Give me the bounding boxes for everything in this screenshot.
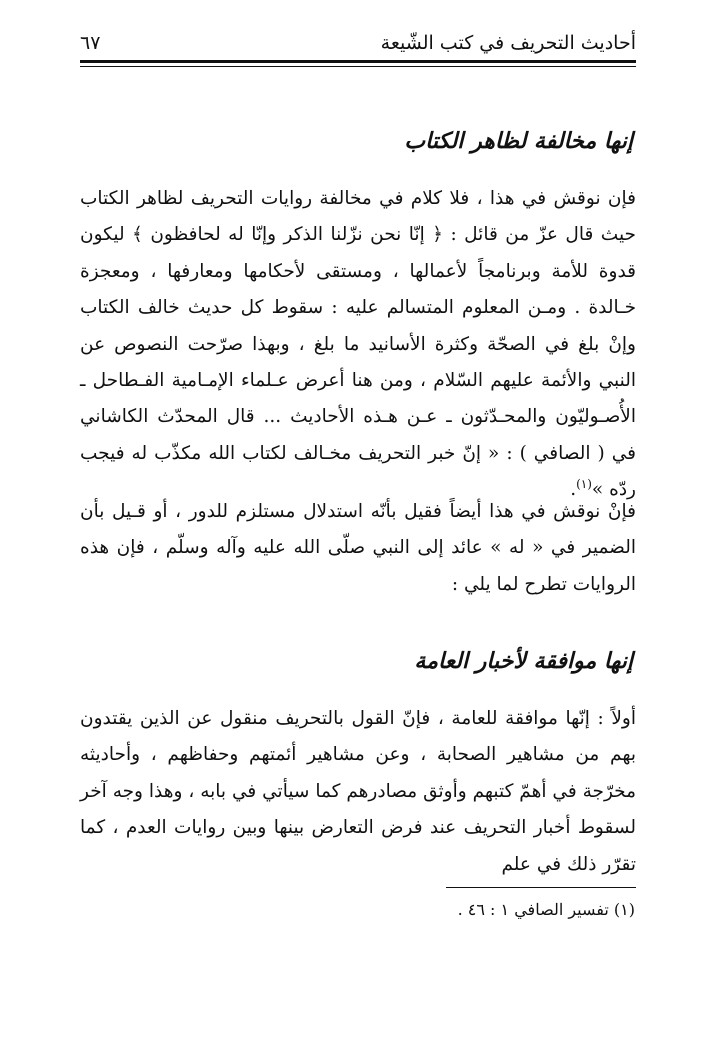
footnote: (١) تفسير الصافي ١ : ٤٦ . — [457, 900, 635, 919]
paragraph-2: فإنْ نوقش في هذا أيضاً فقيل بأنّه استدلال مستلزم للدور ، أو قـيل بأن الضمير في « له » عائد إلى النبي صلّى الله عليه وآله وسلّم ، فإن هذه الروايات تطرح لما يلي : — [80, 501, 636, 595]
paragraph-3: أولاً : إنّها موافقة للعامة ، فإنّ القول بالتحريف منقول عن الذين يقتدون بهم من مشاهير الصحابة ، وعن مشاهير أئمتهم وحفاظهم ، وأحاديثه مخرّجة في أهمّ كتبهم وأوثق مصادرهم كما سيأتي في بابه ، وهذا وجه آخر لسقوط أخبار التحريف عند فرض التعارض بينها وبين روايات العدم ، كما تقرّر ذلك في علم — [80, 708, 636, 875]
page-number: ٦٧ — [80, 32, 101, 54]
header-rule-thin — [80, 66, 636, 67]
footnote-separator — [446, 887, 636, 888]
section-heading-1: إنها مخالفة لظاهر الكتاب — [404, 128, 633, 154]
page-header — [80, 30, 636, 60]
paragraph-1 — [80, 181, 636, 509]
header-rule-thick — [80, 60, 636, 63]
running-title: أحاديث التحريف في كتب الشّيعة — [380, 32, 636, 54]
footnote-reference: (١) — [576, 477, 592, 492]
section-heading-2: إنها موافقة لأخبار العامة — [414, 648, 633, 674]
paragraph-1-tail: . — [570, 479, 577, 501]
paragraph-1-text: فإن نوقش في هذا ، فلا كلام في مخالفة روايات التحريف لظاهر الكتاب حيث قال عزّ من قائل : ﴿ إنّا نحن نزّلنا الذكر وإنّا له لحافظون ﴾ ليكون قدوة للأمة وبرنامجاً لأعمالها ، ومستقى لأحكامها ومعارفها ، ومعجزة خـالدة . ومـن المعلوم المتسالم عليه : سقوط كل حديث خالف الكتاب وإنْ بلغ في الصحّة وكثرة الأسانيد ما بلغ ، وبهذا صرّحت النصوص عن النبي والأئمة عليهم السّلام ، ومن هنا أعرض عـلماء الإمـامية الفـطاحل ـ الأُصـوليّون والمحـدّثون ـ عـن هـذه الأحاديث ... قال المحدّث الكاشاني في ( الصافي ) : « إنّ خبر التحريف مخـالف لكتاب الله مكذّب له فيجب ردّه » — [80, 188, 636, 501]
